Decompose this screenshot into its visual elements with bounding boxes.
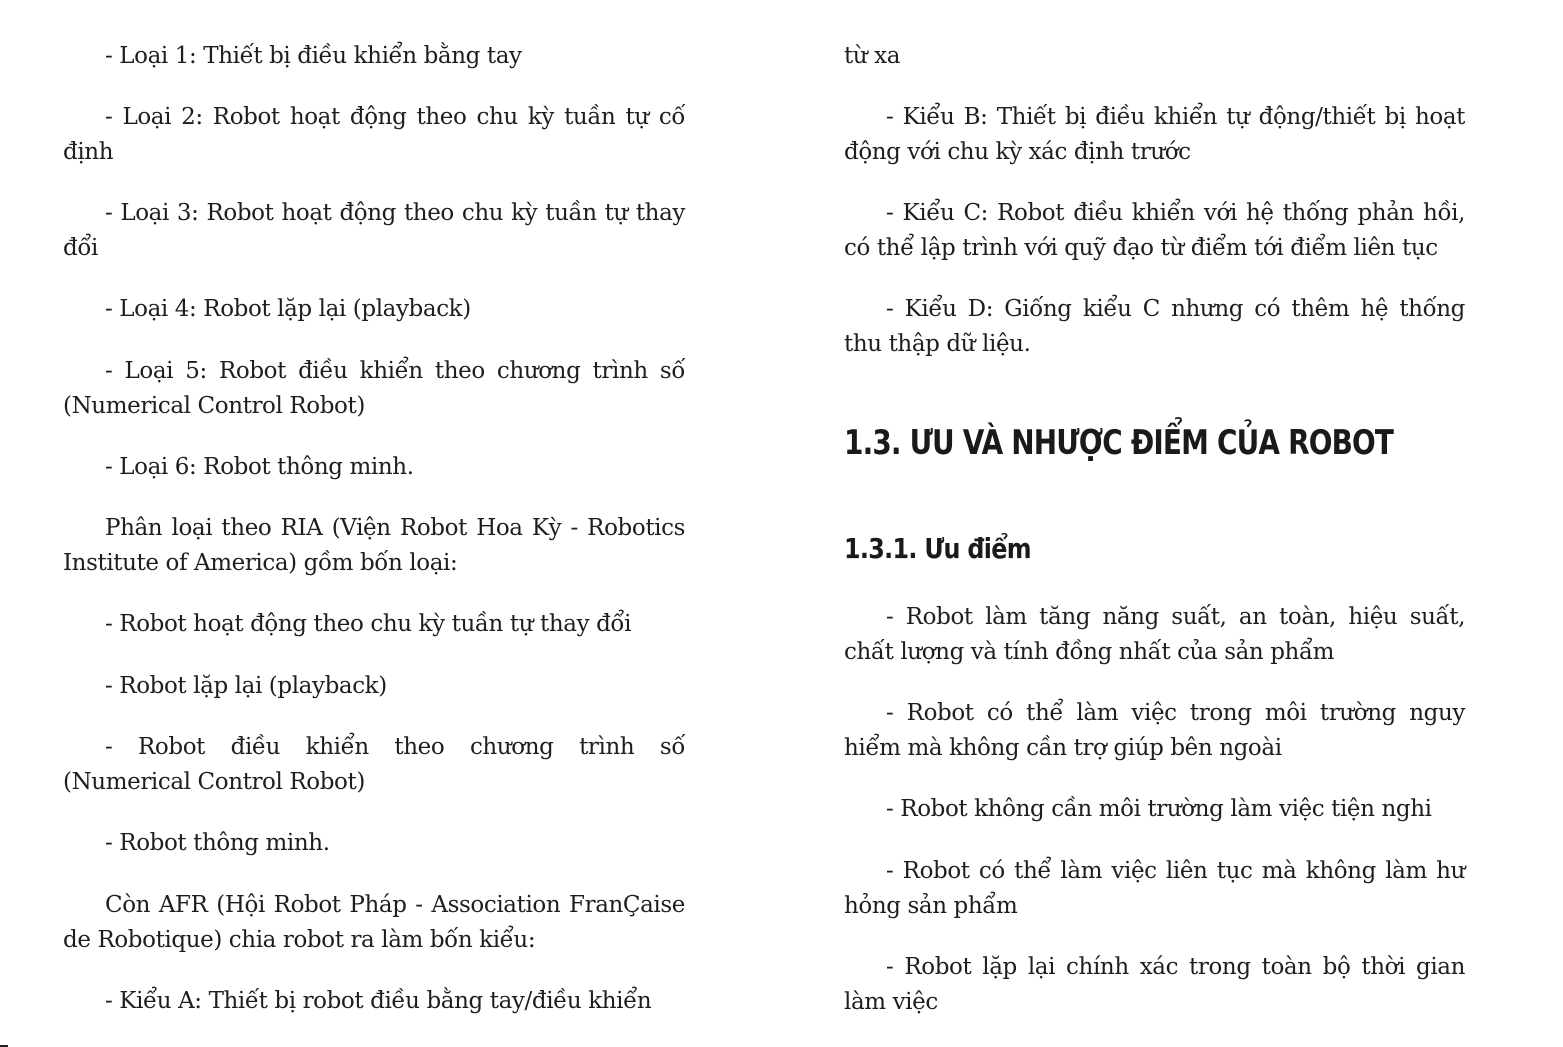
paragraph-loai-4: - Loại 4: Robot lặp lại (playback) xyxy=(105,296,471,322)
paragraph-ria-4: - Robot thông minh. xyxy=(105,830,330,856)
paragraph-tu-xa: từ xa xyxy=(844,43,901,69)
paragraph-kieu-c: - Kiểu C: Robot điều khiển với hệ thống phản hồi, có thể lập trình với quỹ đạo từ điểm tới điểm liên tục xyxy=(844,200,1465,261)
paragraph-ria-3: - Robot điều khiển theo chương trình số (Numerical Control Robot) xyxy=(63,734,685,795)
subsection-heading: 1.3.1. Ưu điểm xyxy=(844,532,1031,565)
paragraph-loai-1: - Loại 1: Thiết bị điều khiển bằng tay xyxy=(105,43,522,69)
paragraph-kieu-a: - Kiểu A: Thiết bị robot điều bằng tay/điều khiển xyxy=(105,988,652,1014)
paragraph-loai-6: - Loại 6: Robot thông minh. xyxy=(105,454,414,480)
paragraph-kieu-d: - Kiểu D: Giống kiểu C nhưng có thêm hệ thống thu thập dữ liệu. xyxy=(844,296,1465,357)
paragraph-advantage-4: - Robot có thể làm việc liên tục mà không làm hư hỏng sản phẩm xyxy=(844,858,1465,919)
paragraph-loai-3: - Loại 3: Robot hoạt động theo chu kỳ tuần tự thay đổi xyxy=(63,200,685,261)
paragraph-advantage-5: - Robot lặp lại chính xác trong toàn bộ thời gian làm việc xyxy=(844,954,1465,1015)
paragraph-ria-1: - Robot hoạt động theo chu kỳ tuần tự thay đổi xyxy=(105,611,632,637)
section-heading: 1.3. ƯU VÀ NHƯỢC ĐIỂM CỦA ROBOT xyxy=(844,423,1394,463)
paragraph-ria-2: - Robot lặp lại (playback) xyxy=(105,673,387,699)
paragraph-loai-2: - Loại 2: Robot hoạt động theo chu kỳ tuần tự cố định xyxy=(63,104,685,165)
paragraph-advantage-3: - Robot không cần môi trường làm việc tiện nghi xyxy=(886,796,1432,822)
paragraph-kieu-b: - Kiểu B: Thiết bị điều khiển tự động/thiết bị hoạt động với chu kỳ xác định trước xyxy=(844,104,1465,165)
paragraph-loai-5: - Loại 5: Robot điều khiển theo chương trình số (Numerical Control Robot) xyxy=(63,358,685,419)
paragraph-afr-intro: Còn AFR (Hội Robot Pháp - Association FranÇaise de Robotique) chia robot ra làm bốn kiểu: xyxy=(63,892,685,953)
paragraph-advantage-1: - Robot làm tăng năng suất, an toàn, hiệu suất, chất lượng và tính đồng nhất của sản phẩm xyxy=(844,604,1465,665)
paragraph-advantage-2: - Robot có thể làm việc trong môi trường nguy hiểm mà không cần trợ giúp bên ngoài xyxy=(844,700,1465,761)
paragraph-ria-intro: Phân loại theo RIA (Viện Robot Hoa Kỳ - Robotics Institute of America) gồm bốn loại: xyxy=(63,515,685,576)
